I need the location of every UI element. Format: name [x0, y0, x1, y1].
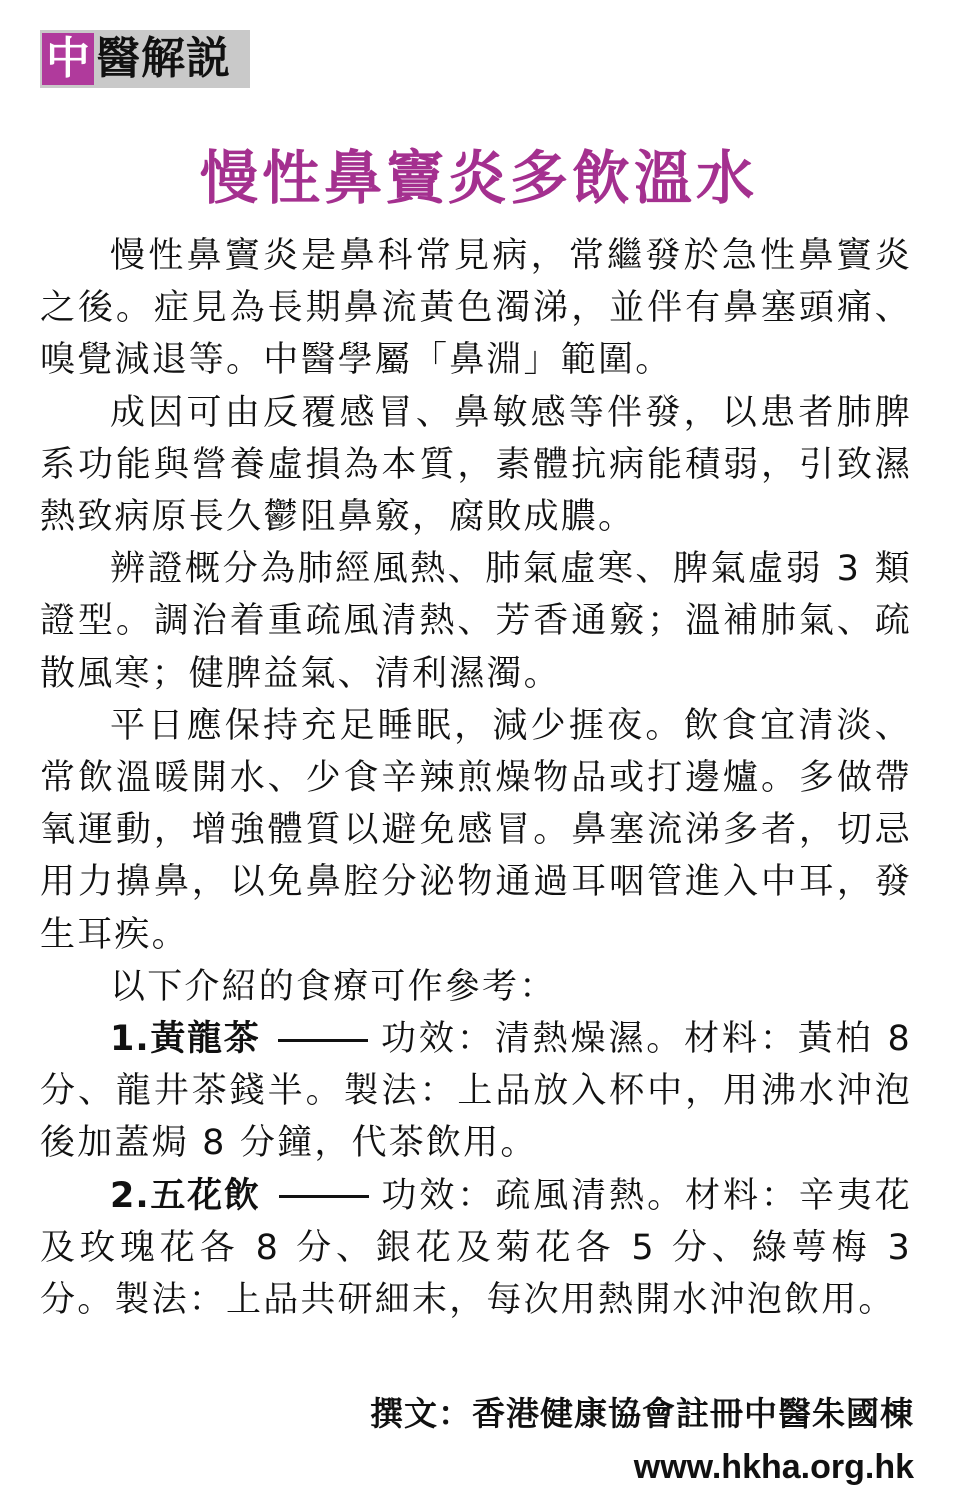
recipe-text: 功效：疏風清熱。材料：辛夷花及玫瑰花各 8 分、銀花及菊花各 5 分、綠萼梅 3 分。製法：上品共研細末，每次用熱開水沖泡飲用。 [40, 1175, 912, 1321]
recipe-item [40, 1013, 912, 1170]
recipe-item [40, 1170, 912, 1327]
column-tag-highlight: 中 [42, 33, 94, 85]
dash-divider [278, 1039, 368, 1042]
column-tag-label: 醫解説 [96, 33, 231, 84]
recipe-title: 1.黃龍茶 [110, 1019, 261, 1060]
recipe-text: 功效：清熱燥濕。材料：黃柏 8 分、龍井茶錢半。製法：上品放入杯中，用沸水沖泡後加蓋焗 8 分鐘，代茶飲用。 [40, 1019, 912, 1164]
paragraph-intro: 慢性鼻竇炎是鼻科常見病，常繼發於急性鼻竇炎之後。症見為長期鼻流黃色濁涕，並伴有鼻塞頭痛、嗅覺減退等。中醫學屬「鼻淵」範圍。 [40, 236, 912, 381]
author-byline: 撰文：香港健康協會註冊中醫朱國棟 [370, 1394, 914, 1433]
article-body [40, 230, 912, 1326]
paragraph-causes: 成因可由反覆感冒、鼻敏感等伴發，以患者肺脾系功能與營養虛損為本質，素體抗病能積弱，引致濕熱致病原長久鬱阻鼻竅，腐敗成膿。 [40, 392, 912, 538]
website-link[interactable]: www.hkha.org.hk [633, 1448, 914, 1486]
paragraph-recipe-intro: 以下介紹的食療可作參考： [110, 966, 557, 1007]
dash-divider [279, 1195, 369, 1198]
article-headline: 慢性鼻竇炎多飲溫水 [199, 144, 758, 212]
paragraph-diagnosis: 辨證概分為肺經風熱、肺氣虛寒、脾氣虛弱 3 類證型。調治着重疏風清熱、芳香通竅；溫補肺氣、疏散風寒；健脾益氣、清利濕濁。 [40, 549, 912, 694]
paragraph-daily-care: 平日應保持充足睡眠，減少捱夜。飲食宜清淡、常飲溫暖開水、少食辛辣煎燥物品或打邊爐。多做帶氧運動，增強體質以避免感冒。鼻塞流涕多者，切忌用力擤鼻，以免鼻腔分泌物通過耳咽管進入中耳，發生耳疾。 [40, 705, 912, 955]
column-tag [40, 30, 250, 88]
recipe-title: 2.五花飲 [110, 1175, 261, 1216]
